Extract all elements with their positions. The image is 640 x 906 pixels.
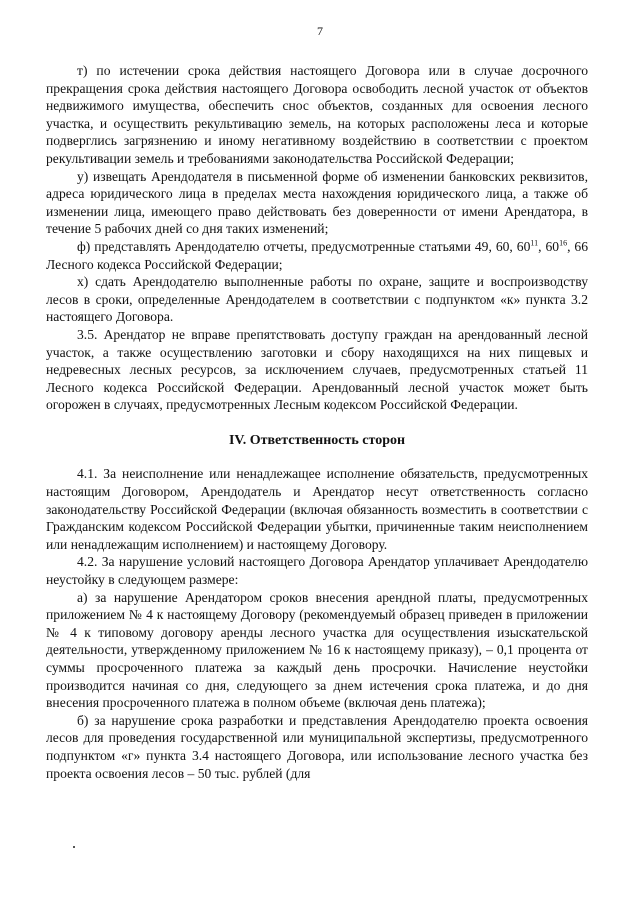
paragraph-4-2: 4.2. За нарушение условий настоящего Договора Арендатор уплачивает Арендодателю неустойку в следующем размере:: [46, 554, 588, 588]
paragraph-u: у) извещать Арендодателя в письменной форме об изменении банковских реквизитов, адреса юридического лица в пределах места нахождения юридического лица, а также об изменении лица, имеющего право действовать без доверенности от имени Арендатора, в течение 5 рабочих дней со дня таких изменений;: [46, 168, 588, 237]
page-number: 7: [317, 24, 323, 38]
paragraph-f-sup-2: 16: [559, 238, 568, 248]
paragraph-4-1: 4.1. За неисполнение или ненадлежащее исполнение обязательств, предусмотренных настоящим Договором, Арендодатель и Арендатор несут ответственность согласно законодательству Российской Федерации (включая обязанность возместить в соответствии с Гражданским кодексом Российской Федерации убытки, причиненные таким неисполнением или ненадлежащим исполнением) и настоящему Договору.: [46, 466, 588, 552]
paragraph-f-text-1: ф) представлять Арендодателю отчеты, предусмотренные статьями 49, 60, 60: [77, 238, 531, 254]
paragraph-3-5: 3.5. Арендатор не вправе препятствовать доступу граждан на арендованный лесной участок, а также осуществлению заготовки и сбору находящихся на них пищевых и недревесных лесных ресурсов, за исключением случаев, предусмотренных статьей 11 Лесного кодекса Российской Федерации. Арендованный лесной участок может быть огорожен в случаях, предусмотренных Лесным кодексом Российской Федерации.: [46, 326, 588, 413]
scan-dot: [73, 846, 75, 848]
section-heading: IV. Ответственность сторон: [228, 432, 406, 448]
paragraph-f-text-3: , 66 Лесного кодекса Российской Федерации;: [46, 238, 589, 272]
paragraph-f-text-2: , 60: [538, 238, 560, 254]
paragraph-f-sup-1: 11: [530, 238, 539, 248]
paragraph-kh: х) сдать Арендодателю выполненные работы по охране, защите и воспроизводству лесов в сроки, определенные Арендодателем в соответствии с подпунктом «к» пункта 3.2 настоящего Договора.: [46, 274, 588, 325]
paragraph-b: б) за нарушение срока разработки и представления Арендодателю проекта освоения лесов для проведения государственной или муниципальной экспертизы, предусмотренного подпунктом «г» пункта 3.4 настоящего Договора, или использование лесного участка без проекта освоения лесов – 50 тыс. рублей (для: [46, 712, 588, 781]
paragraph-t: т) по истечении срока действия настоящего Договора или в случае досрочного прекращения срока действия настоящего Договора освободить лесной участок от объектов недвижимого имущества, обеспечить снос объектов, созданных для освоения лесного участка, и осуществить рекультивацию земель, на которых расположены леса и которые подверглись загрязнению и иному негативному воздействию в соответствии с проектом рекультивации земель и требованиями законодательства Российской Федерации;: [46, 63, 588, 166]
paragraph-a: а) за нарушение Арендатором сроков внесения арендной платы, предусмотренных приложением № 4 к настоящему Договору (рекомендуемый образец приведен в приложении № 4 к типовому договору аренды лесного участка для осуществления изыскательской деятельности, утвержденному приложением № 16 к настоящему приказу), – 0,1 процента от суммы просроченного платежа за каждый день просрочки. Начисление неустойки производится начиная со дня, следующего за днем истечения срока платежа, и до дня внесения просроченного платежа в полном объеме (включая день платежа);: [46, 589, 588, 711]
document-body: [46, 62, 588, 782]
paragraph-f: [46, 238, 588, 273]
